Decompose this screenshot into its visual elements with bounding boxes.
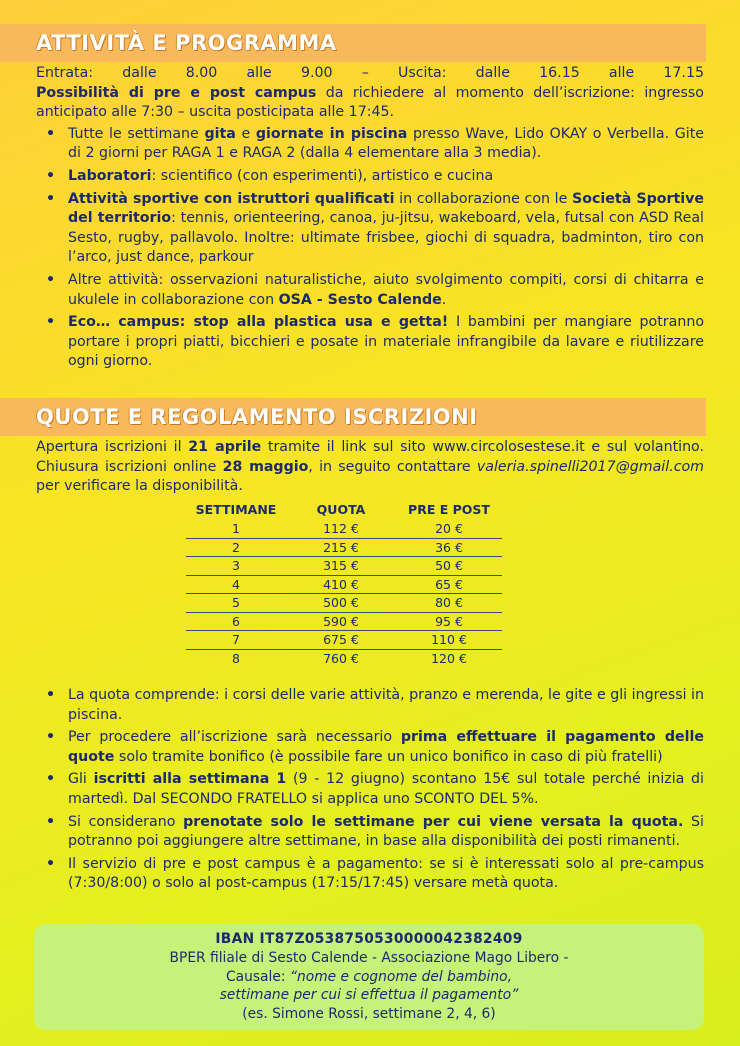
activities-list (36, 125, 704, 372)
table-cell: 112 € (286, 520, 396, 538)
table-row (186, 538, 502, 557)
rules-section (36, 686, 704, 897)
prepost-bold: Possibilità di pre e post campus (36, 84, 317, 101)
table-row (186, 612, 502, 631)
bold-text: iscritti alla settimana 1 (93, 771, 287, 788)
table-row (186, 575, 502, 594)
bold-text: giornate in piscina (255, 125, 408, 142)
time-word: 8.00 (185, 65, 218, 81)
text: Si considerano (68, 813, 184, 830)
fees-table (186, 501, 502, 667)
bank-info: BPER filiale di Sesto Calende - Associazione Mago Libero - (169, 949, 569, 966)
text: Per procedere all’iscrizione sarà necessario (68, 729, 401, 746)
time-word: dalle (122, 65, 157, 81)
list-item (68, 770, 704, 809)
causale-text: settimane per cui si effettua il pagamento” (219, 987, 519, 1004)
table-cell: 500 € (286, 594, 396, 613)
text: Si potranno poi aggiungere altre settimane, in base alla disponibilità dei posti rimanenti. (68, 813, 704, 850)
table-cell: 65 € (396, 575, 502, 594)
list-item (68, 271, 704, 310)
list-item (68, 813, 704, 852)
causale-example: (es. Simone Rossi, settimane 2, 4, 6) (242, 1006, 496, 1023)
time-word: Entrata: (36, 65, 94, 81)
table-cell: 110 € (396, 631, 502, 650)
text: : scientifico (con esperimenti), artistico e cucina (151, 167, 494, 184)
time-word: 9.00 (300, 65, 333, 81)
text: . (441, 291, 447, 308)
bold-text: Attività sportive con istruttori qualificati (68, 190, 395, 207)
list-item (68, 855, 704, 894)
prepost-paragraph (36, 84, 704, 123)
bold-text: Società Sportive del territorio (68, 190, 705, 227)
time-word: – (361, 65, 369, 81)
list-item (68, 313, 704, 372)
text: Apertura iscrizioni il (36, 439, 189, 455)
table-cell: 215 € (286, 538, 396, 557)
table-cell: 8 (232, 650, 240, 666)
bold-text: OSA - Sesto Calende (278, 291, 442, 308)
table-cell: 760 € (323, 650, 359, 666)
time-word: Uscita: (397, 65, 447, 81)
table-cell: 7 (186, 631, 286, 650)
time-word: alle (246, 65, 272, 81)
section-title: ATTIVITÀ E PROGRAMMA (36, 31, 337, 55)
table-header-row (186, 501, 502, 520)
table-cell: 3 (186, 557, 286, 576)
fees-intro (36, 438, 704, 497)
prepost-text: da richiedere al momento dell’iscrizione: ingresso anticipato alle 7:30 – uscita posticipata alle 17:45. (36, 84, 704, 121)
section-banner-fees (0, 398, 706, 436)
bold-text: gita (204, 125, 236, 142)
causale-text: “nome e cognome del bambino, (289, 968, 512, 985)
table-cell: 6 (186, 612, 286, 631)
causale-line (34, 968, 704, 987)
table-cell: 95 € (396, 612, 502, 631)
table-row (186, 649, 502, 667)
table-cell: 5 (186, 594, 286, 613)
schedule-times (36, 64, 704, 84)
list-item (68, 167, 704, 187)
list-item (68, 125, 704, 164)
list-item (68, 190, 704, 268)
text: Altre attività: osservazioni naturalistiche, aiuto svolgimento compiti, corsi di chitarra e ukulele in collaborazione con (68, 271, 704, 308)
table-cell: 410 € (286, 575, 396, 594)
text: , in seguito contattare (308, 458, 477, 475)
iban-code: IBAN IT87Z0538750530000042382409 (215, 931, 523, 947)
section-title: QUOTE E REGOLAMENTO ISCRIZIONI (36, 405, 478, 429)
table-row (186, 520, 502, 538)
table-cell: 80 € (396, 594, 502, 613)
time-word: alle (608, 65, 635, 81)
column-header: QUOTA (316, 502, 366, 517)
text: presso Wave, Lido OKAY o Verbella. Gite di 2 giorni per RAGA 1 e RAGA 2 (dalla 4 elementare alla 3 media). (68, 125, 705, 162)
table-cell: 4 (186, 575, 286, 594)
bold-text: Laboratori (68, 167, 152, 184)
table-cell: 1 (186, 520, 286, 538)
text: solo tramite bonifico (è possibile fare un unico bonifico in caso di più fratelli) (114, 748, 663, 765)
text: : tennis, orienteering, canoa, ju-jitsu, wakeboard, vela, futsal con ASD Real Sesto, rugby, pallavolo. Inoltre: ultimate frisbee, giochi di squadra, badminton, tiro con l’arco, just dance, parkour (68, 210, 704, 266)
column-header: SETTIMANE (195, 502, 277, 517)
list-item (68, 728, 704, 767)
causale-label: Causale: (226, 968, 290, 985)
table-cell: 590 € (286, 612, 396, 631)
text: Il servizio di pre e post campus è a pagamento: se si è interessati solo al pre-campus (7:30/8:00) o solo al post-campus (17:15/17:45) versare metà quota. (68, 855, 704, 892)
list-item (68, 686, 704, 725)
text: per verificare la disponibilità. (36, 478, 243, 495)
text: Gli (68, 771, 94, 788)
text: Tutte le settimane (68, 125, 205, 142)
time-word: 16.15 (539, 65, 580, 81)
table-cell: 315 € (286, 557, 396, 576)
section-banner-activities (0, 24, 706, 62)
table-cell: 20 € (396, 520, 502, 538)
text: e (235, 125, 256, 142)
payment-box (34, 924, 704, 1030)
table-cell: 675 € (286, 631, 396, 650)
table-cell: 36 € (396, 538, 502, 557)
activities-section (36, 64, 704, 375)
table-row (186, 594, 502, 613)
time-word: 17.15 (663, 65, 704, 81)
rules-list (36, 686, 704, 894)
text: in collaborazione con le (394, 190, 573, 207)
contact-email: valeria.spinelli2017@gmail.com (476, 458, 704, 475)
table-cell: 120 € (431, 650, 467, 666)
bold-text: prima effettuare il pagamento delle quote (68, 729, 704, 765)
column-header: PRE E POST (408, 502, 490, 517)
table-row (186, 557, 502, 576)
table-cell: 2 (186, 538, 286, 557)
table-cell: 50 € (396, 557, 502, 576)
registration-paragraph (36, 438, 704, 497)
text: (9 - 12 giugno) scontano 15€ sul totale perché inizia di martedì. Dal SECONDO FRATELLO si applica uno SCONTO DEL 5%. (68, 771, 705, 807)
causale-line-2 (34, 986, 704, 1005)
table-row (186, 631, 502, 650)
open-date: 21 aprile (188, 439, 262, 455)
text: La quota comprende: i corsi delle varie attività, pranzo e merenda, le gite e gli ingressi in piscina. (68, 687, 704, 723)
text: I bambini per mangiare potranno portare i propri piatti, bicchieri e posate in materiale infrangibile da lavare e riutilizzare ogni giorno. (68, 314, 704, 370)
close-date: 28 maggio (222, 458, 309, 475)
time-word: dalle (475, 65, 510, 81)
bold-text: Eco… campus: stop alla plastica usa e getta! (68, 314, 449, 331)
text: tramite il link sul sito www.circolosestese.it e sul volantino. Chiusura iscrizioni online (36, 439, 705, 475)
bold-text: prenotate solo le settimane per cui viene versata la quota. (183, 813, 684, 830)
